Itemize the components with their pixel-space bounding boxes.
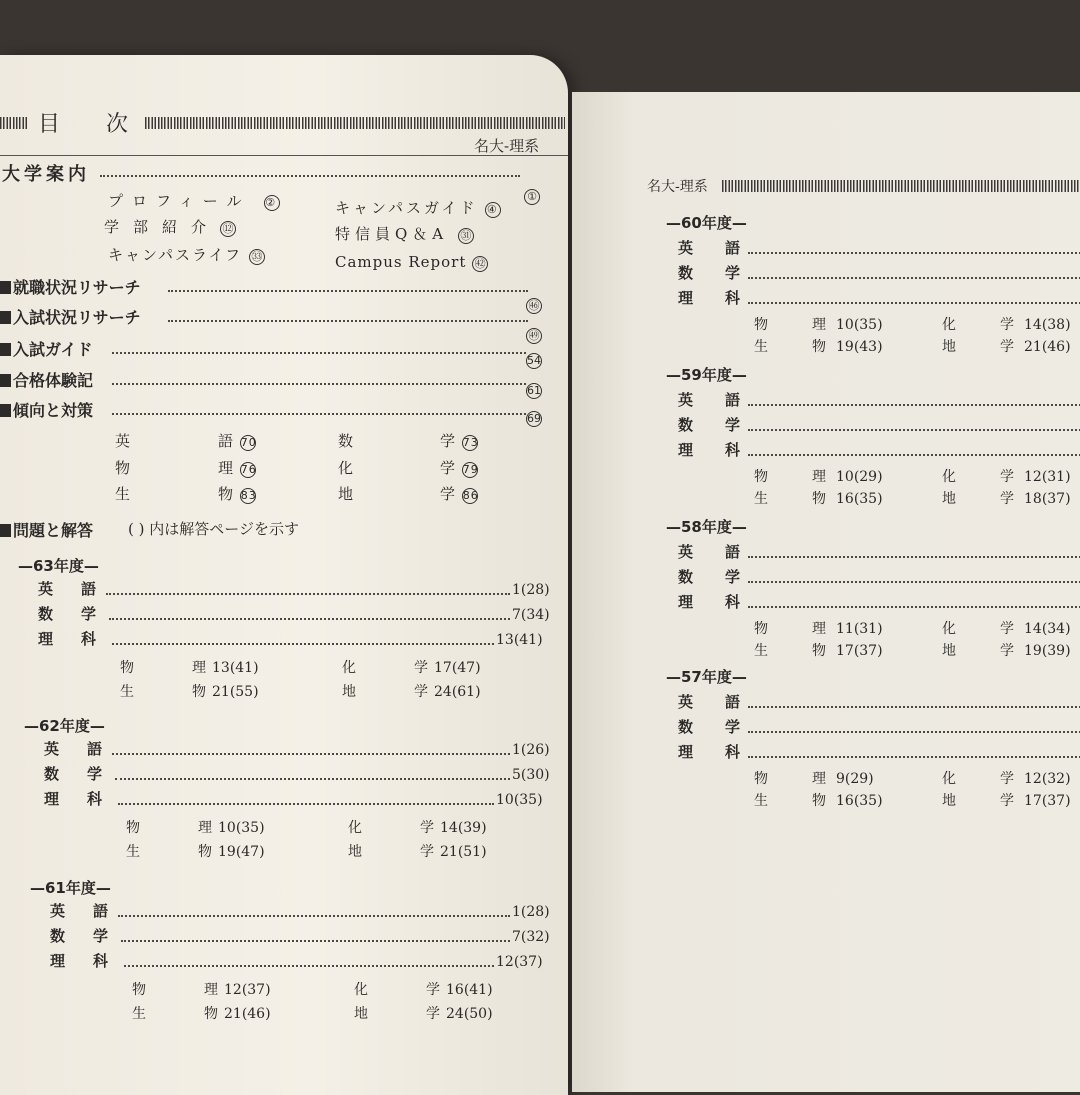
subject-char: 生 xyxy=(754,339,768,355)
science-subitem xyxy=(754,466,883,486)
subject-char: 英 xyxy=(678,239,694,257)
section-title: 傾向と対策 xyxy=(0,398,93,421)
page-ref: 5(30) xyxy=(512,767,550,783)
subject-char: 学 xyxy=(1000,793,1014,809)
subject-char: 学 xyxy=(426,982,440,998)
subject-char: 科 xyxy=(725,289,741,307)
page-ref: 13(41) xyxy=(496,632,543,648)
subject-char: 理 xyxy=(198,820,212,836)
section-title: 入試ガイド xyxy=(0,337,93,360)
page-ref: 19(47) xyxy=(218,844,265,860)
page-ref: 7(32) xyxy=(512,929,550,945)
subject-char: 学 xyxy=(1000,491,1014,507)
science-subitem xyxy=(126,841,265,861)
subject-char: 学 xyxy=(93,927,109,945)
leader-dots xyxy=(115,778,510,780)
guide-item-campus-guide: キャンパスガイド ④ xyxy=(335,199,500,217)
page-ref: 12(37) xyxy=(496,954,543,970)
tendency-math-b: 学 73 xyxy=(440,432,479,450)
year-heading: —62年度— xyxy=(24,717,105,735)
subject-char: 数 xyxy=(44,765,60,783)
science-subitem xyxy=(132,979,271,999)
leader-dots xyxy=(748,302,1080,304)
subject-char: 科 xyxy=(725,743,741,761)
subject-char: 理 xyxy=(678,743,694,761)
year-heading: —61年度— xyxy=(30,879,111,897)
page-number: 79 xyxy=(462,463,479,476)
page-ref: 12(31) xyxy=(1024,469,1071,485)
science-subitem xyxy=(754,488,883,508)
subject-math xyxy=(678,262,740,283)
leader-dots xyxy=(748,277,1080,279)
leader-dots xyxy=(121,940,510,942)
tendency-chem: 化 xyxy=(338,459,355,477)
header-tag: 名大-理系 xyxy=(647,179,708,195)
page-ref: 16(35) xyxy=(836,793,883,809)
tendency-physics: 物 xyxy=(115,459,132,477)
subject-char: 理 xyxy=(812,317,826,333)
page-ref: 19(39) xyxy=(1024,643,1071,659)
section-title: 就職状況リサーチ xyxy=(0,275,141,298)
subject-char: 学 xyxy=(1000,621,1014,637)
science-subitem xyxy=(754,790,883,810)
year-heading: —57年度— xyxy=(666,668,747,686)
page-number: ⑫ xyxy=(220,221,236,237)
page-ref: 21(46) xyxy=(224,1006,271,1022)
leader-dots xyxy=(118,803,494,805)
page-ref: 10(29) xyxy=(836,469,883,485)
page-number: 69 xyxy=(527,412,541,425)
subject-char: 科 xyxy=(725,593,741,611)
tendency-bio-b: 物 83 xyxy=(218,485,257,503)
page-number: 76 xyxy=(240,463,257,476)
subject-char: 数 xyxy=(678,718,694,736)
guide-item-campus-life: キャンパスライフ ㉝ xyxy=(108,244,265,265)
year-heading: —63年度— xyxy=(18,557,99,575)
page-ref: 11(31) xyxy=(836,621,883,637)
left-page xyxy=(0,55,568,1095)
leader-dots xyxy=(748,252,1080,254)
science-subitem xyxy=(942,640,1071,660)
page-ref: 1(26) xyxy=(512,742,550,758)
science-subitem xyxy=(942,488,1071,508)
science-subitem xyxy=(942,618,1071,638)
subject-science xyxy=(44,788,102,809)
leader-dots xyxy=(748,731,1080,733)
subject-char: 科 xyxy=(81,630,97,648)
subject-char: 語 xyxy=(725,391,741,409)
subject-char: 化 xyxy=(354,982,368,998)
subject-char: 化 xyxy=(942,621,956,637)
subject-math xyxy=(678,566,740,587)
subject-math xyxy=(678,414,740,435)
subject-char: 地 xyxy=(942,793,956,809)
guide-item-campus-report: Campus Report ㊷ xyxy=(335,253,488,272)
subject-char: 物 xyxy=(754,317,768,333)
leader-dots xyxy=(168,320,528,322)
guide-item-profile: プロフィール ② xyxy=(108,192,285,210)
science-subitem xyxy=(754,618,883,638)
subject-char: 語 xyxy=(725,543,741,561)
subject-char: 地 xyxy=(348,844,362,860)
leader-dots xyxy=(112,383,526,385)
subject-char: 地 xyxy=(342,684,356,700)
subject-char: 化 xyxy=(942,317,956,333)
leader-dots xyxy=(109,618,510,620)
subject-char: 学 xyxy=(420,820,434,836)
science-subitem xyxy=(754,336,883,356)
subject-char: 英 xyxy=(50,902,66,920)
subject-char: 英 xyxy=(678,693,694,711)
subject-char: 物 xyxy=(192,684,206,700)
page-ref: 10(35) xyxy=(218,820,265,836)
page-number: 61 xyxy=(527,384,541,397)
page-ref: 12(37) xyxy=(224,982,271,998)
science-subitem xyxy=(342,681,481,701)
toc-title-char-1: 目 xyxy=(38,112,61,137)
subject-char: 理 xyxy=(678,289,694,307)
subject-char: 学 xyxy=(1000,771,1014,787)
subject-char: 学 xyxy=(725,718,741,736)
leader-dots xyxy=(112,753,510,755)
subject-math xyxy=(38,603,96,624)
page-ref: 14(38) xyxy=(1024,317,1071,333)
subject-char: 生 xyxy=(120,684,134,700)
leader-dots xyxy=(748,429,1080,431)
subject-char: 生 xyxy=(132,1006,146,1022)
subject-char: 化 xyxy=(342,660,356,676)
right-page xyxy=(572,92,1080,1092)
guide-item-qa: 特信員Q＆A ㉛ xyxy=(335,223,474,244)
page-number: ㉝ xyxy=(249,249,265,265)
subject-char: 物 xyxy=(812,491,826,507)
leader-dots xyxy=(112,413,526,415)
leader-dots xyxy=(748,556,1080,558)
subject-char: 物 xyxy=(120,660,134,676)
page-ref: 21(46) xyxy=(1024,339,1071,355)
science-subitem xyxy=(126,817,265,837)
page-number: ② xyxy=(265,196,285,209)
subject-char: 学 xyxy=(1000,339,1014,355)
tendency-english-b: 語 70 xyxy=(218,432,257,450)
qa-note: ( ) 内は解答ページを示す xyxy=(128,520,299,538)
subject-char: 語 xyxy=(725,693,741,711)
page-number: ㊾ xyxy=(526,328,542,344)
science-subitem xyxy=(348,817,487,837)
subject-char: 化 xyxy=(942,771,956,787)
subject-math xyxy=(50,925,108,946)
subject-char: 物 xyxy=(812,793,826,809)
subject-science xyxy=(678,287,740,308)
subject-char: 地 xyxy=(942,643,956,659)
page-ref: 21(55) xyxy=(212,684,259,700)
subject-char: 数 xyxy=(50,927,66,945)
subject-science xyxy=(678,591,740,612)
tendency-math: 数 xyxy=(338,432,355,450)
subject-char: 理 xyxy=(678,441,694,459)
subject-science xyxy=(678,741,740,762)
tendency-english: 英 xyxy=(115,432,132,450)
qa-section-title: 問題と解答 xyxy=(0,518,93,541)
page-ref: 24(61) xyxy=(434,684,481,700)
page-ref: 17(37) xyxy=(1024,793,1071,809)
subject-char: 物 xyxy=(198,844,212,860)
science-subitem xyxy=(942,314,1071,334)
page-number: ㊻ xyxy=(526,298,542,314)
leader-dots xyxy=(748,404,1080,406)
subject-char: 理 xyxy=(678,593,694,611)
page-ref: 10(35) xyxy=(836,317,883,333)
subject-char: 英 xyxy=(44,740,60,758)
page-number: ④ xyxy=(486,203,500,216)
science-subitem xyxy=(942,790,1071,810)
page-ref: 10(35) xyxy=(496,792,543,808)
page-ref: 24(50) xyxy=(446,1006,493,1022)
leader-dots xyxy=(100,175,520,177)
subject-char: 学 xyxy=(414,660,428,676)
page-number: 70 xyxy=(240,436,257,449)
year-heading: —59年度— xyxy=(666,366,747,384)
leader-dots xyxy=(748,454,1080,456)
subject-char: 語 xyxy=(87,740,103,758)
science-subitem xyxy=(348,841,487,861)
page-number: 83 xyxy=(240,489,257,502)
subject-char: 物 xyxy=(812,339,826,355)
science-subitem xyxy=(342,657,481,677)
subject-char: 理 xyxy=(192,660,206,676)
page-ref: 7(34) xyxy=(512,607,550,623)
page-ref: 14(39) xyxy=(440,820,487,836)
page-ref: 1(28) xyxy=(512,582,550,598)
page-ref: 9(29) xyxy=(836,771,874,787)
tendency-chem-b: 学 79 xyxy=(440,459,479,477)
science-subitem xyxy=(942,336,1071,356)
page-number: 86 xyxy=(462,489,479,502)
subject-char: 生 xyxy=(754,643,768,659)
header-underline xyxy=(0,155,568,156)
subject-char: 科 xyxy=(725,441,741,459)
page-number: 73 xyxy=(462,436,479,449)
leader-dots xyxy=(748,756,1080,758)
subject-char: 地 xyxy=(942,491,956,507)
subject-english xyxy=(678,237,740,258)
leader-dots xyxy=(168,290,528,292)
subject-char: 理 xyxy=(812,621,826,637)
subject-char: 数 xyxy=(678,568,694,586)
subject-char: 理 xyxy=(812,771,826,787)
subject-char: 学 xyxy=(81,605,97,623)
subject-char: 学 xyxy=(725,568,741,586)
subject-char: 語 xyxy=(725,239,741,257)
tendency-bio: 生 xyxy=(115,485,132,503)
subject-char: 理 xyxy=(204,982,218,998)
science-subitem xyxy=(754,768,874,788)
leader-dots xyxy=(118,915,510,917)
page-ref: 17(47) xyxy=(434,660,481,676)
subject-science xyxy=(50,950,108,971)
page-ref: 13(41) xyxy=(212,660,259,676)
page-ref: 16(41) xyxy=(446,982,493,998)
subject-char: 物 xyxy=(754,469,768,485)
subject-char: 生 xyxy=(126,844,140,860)
page-ref: 18(37) xyxy=(1024,491,1071,507)
header-rule xyxy=(722,180,1080,192)
page-ref: 16(35) xyxy=(836,491,883,507)
header-rule-left xyxy=(0,117,28,129)
subject-char: 物 xyxy=(204,1006,218,1022)
guide-item-faculty: 学部紹介 ⑫ xyxy=(104,216,236,237)
header-rule-right xyxy=(145,117,565,129)
page-number: 54 xyxy=(527,354,541,367)
science-subitem xyxy=(120,657,259,677)
subject-char: 物 xyxy=(812,643,826,659)
subject-char: 物 xyxy=(126,820,140,836)
leader-dots xyxy=(124,965,494,967)
science-subitem xyxy=(754,640,883,660)
subject-char: 学 xyxy=(420,844,434,860)
subject-english xyxy=(38,578,96,599)
subject-char: 化 xyxy=(348,820,362,836)
subject-char: 学 xyxy=(414,684,428,700)
science-subitem xyxy=(942,768,1071,788)
subject-char: 理 xyxy=(50,952,66,970)
page-ref: 21(51) xyxy=(440,844,487,860)
subject-science xyxy=(678,439,740,460)
subject-english xyxy=(678,541,740,562)
subject-char: 学 xyxy=(87,765,103,783)
subject-char: 理 xyxy=(44,790,60,808)
leader-dots xyxy=(112,643,494,645)
subject-char: 物 xyxy=(754,771,768,787)
subject-char: 学 xyxy=(426,1006,440,1022)
subject-char: 生 xyxy=(754,793,768,809)
header-tag: 名大-理系 xyxy=(474,137,540,155)
science-subitem xyxy=(754,314,883,334)
toc-title-char-2: 次 xyxy=(106,112,129,137)
subject-english xyxy=(44,738,102,759)
year-heading: —58年度— xyxy=(666,518,747,536)
tendency-geo-b: 学 86 xyxy=(440,485,479,503)
subject-char: 学 xyxy=(725,264,741,282)
subject-char: 学 xyxy=(1000,317,1014,333)
subject-char: 語 xyxy=(81,580,97,598)
section-title: 合格体験記 xyxy=(0,368,93,391)
subject-char: 化 xyxy=(942,469,956,485)
science-subitem xyxy=(354,1003,493,1023)
science-subitem xyxy=(132,1003,271,1023)
subject-char: 学 xyxy=(725,416,741,434)
subject-char: 英 xyxy=(38,580,54,598)
subject-char: 数 xyxy=(678,264,694,282)
subject-char: 数 xyxy=(38,605,54,623)
subject-english xyxy=(678,389,740,410)
subject-char: 理 xyxy=(812,469,826,485)
subject-char: 英 xyxy=(678,391,694,409)
leader-dots xyxy=(748,606,1080,608)
science-subitem xyxy=(354,979,493,999)
page-ref: 1(28) xyxy=(512,904,550,920)
tendency-physics-b: 理 76 xyxy=(218,459,257,477)
page-ref: 17(37) xyxy=(836,643,883,659)
leader-dots xyxy=(112,352,526,354)
page-number: ㊷ xyxy=(472,256,488,272)
page-number: ㉛ xyxy=(458,228,474,244)
leader-dots xyxy=(748,581,1080,583)
subject-math xyxy=(678,716,740,737)
science-subitem xyxy=(942,466,1071,486)
subject-char: 英 xyxy=(678,543,694,561)
subject-char: 語 xyxy=(93,902,109,920)
page-ref: 12(32) xyxy=(1024,771,1071,787)
subject-char: 科 xyxy=(93,952,109,970)
section-title-university-guide: 大学案内 xyxy=(2,164,90,185)
subject-char: 物 xyxy=(132,982,146,998)
leader-dots xyxy=(106,593,510,595)
subject-char: 科 xyxy=(87,790,103,808)
section-title: 入試状況リサーチ xyxy=(0,305,141,328)
subject-char: 物 xyxy=(754,621,768,637)
subject-char: 理 xyxy=(38,630,54,648)
page-ref: 19(43) xyxy=(836,339,883,355)
page-number: ① xyxy=(524,189,540,205)
tendency-geo: 地 xyxy=(338,485,355,503)
subject-english xyxy=(678,691,740,712)
subject-char: 学 xyxy=(1000,643,1014,659)
subject-char: 地 xyxy=(354,1006,368,1022)
science-subitem xyxy=(120,681,259,701)
subject-english xyxy=(50,900,108,921)
subject-char: 生 xyxy=(754,491,768,507)
subject-char: 数 xyxy=(678,416,694,434)
subject-science xyxy=(38,628,96,649)
page-ref: 14(34) xyxy=(1024,621,1071,637)
subject-math xyxy=(44,763,102,784)
subject-char: 学 xyxy=(1000,469,1014,485)
year-heading: —60年度— xyxy=(666,214,747,232)
subject-char: 地 xyxy=(942,339,956,355)
leader-dots xyxy=(748,706,1080,708)
